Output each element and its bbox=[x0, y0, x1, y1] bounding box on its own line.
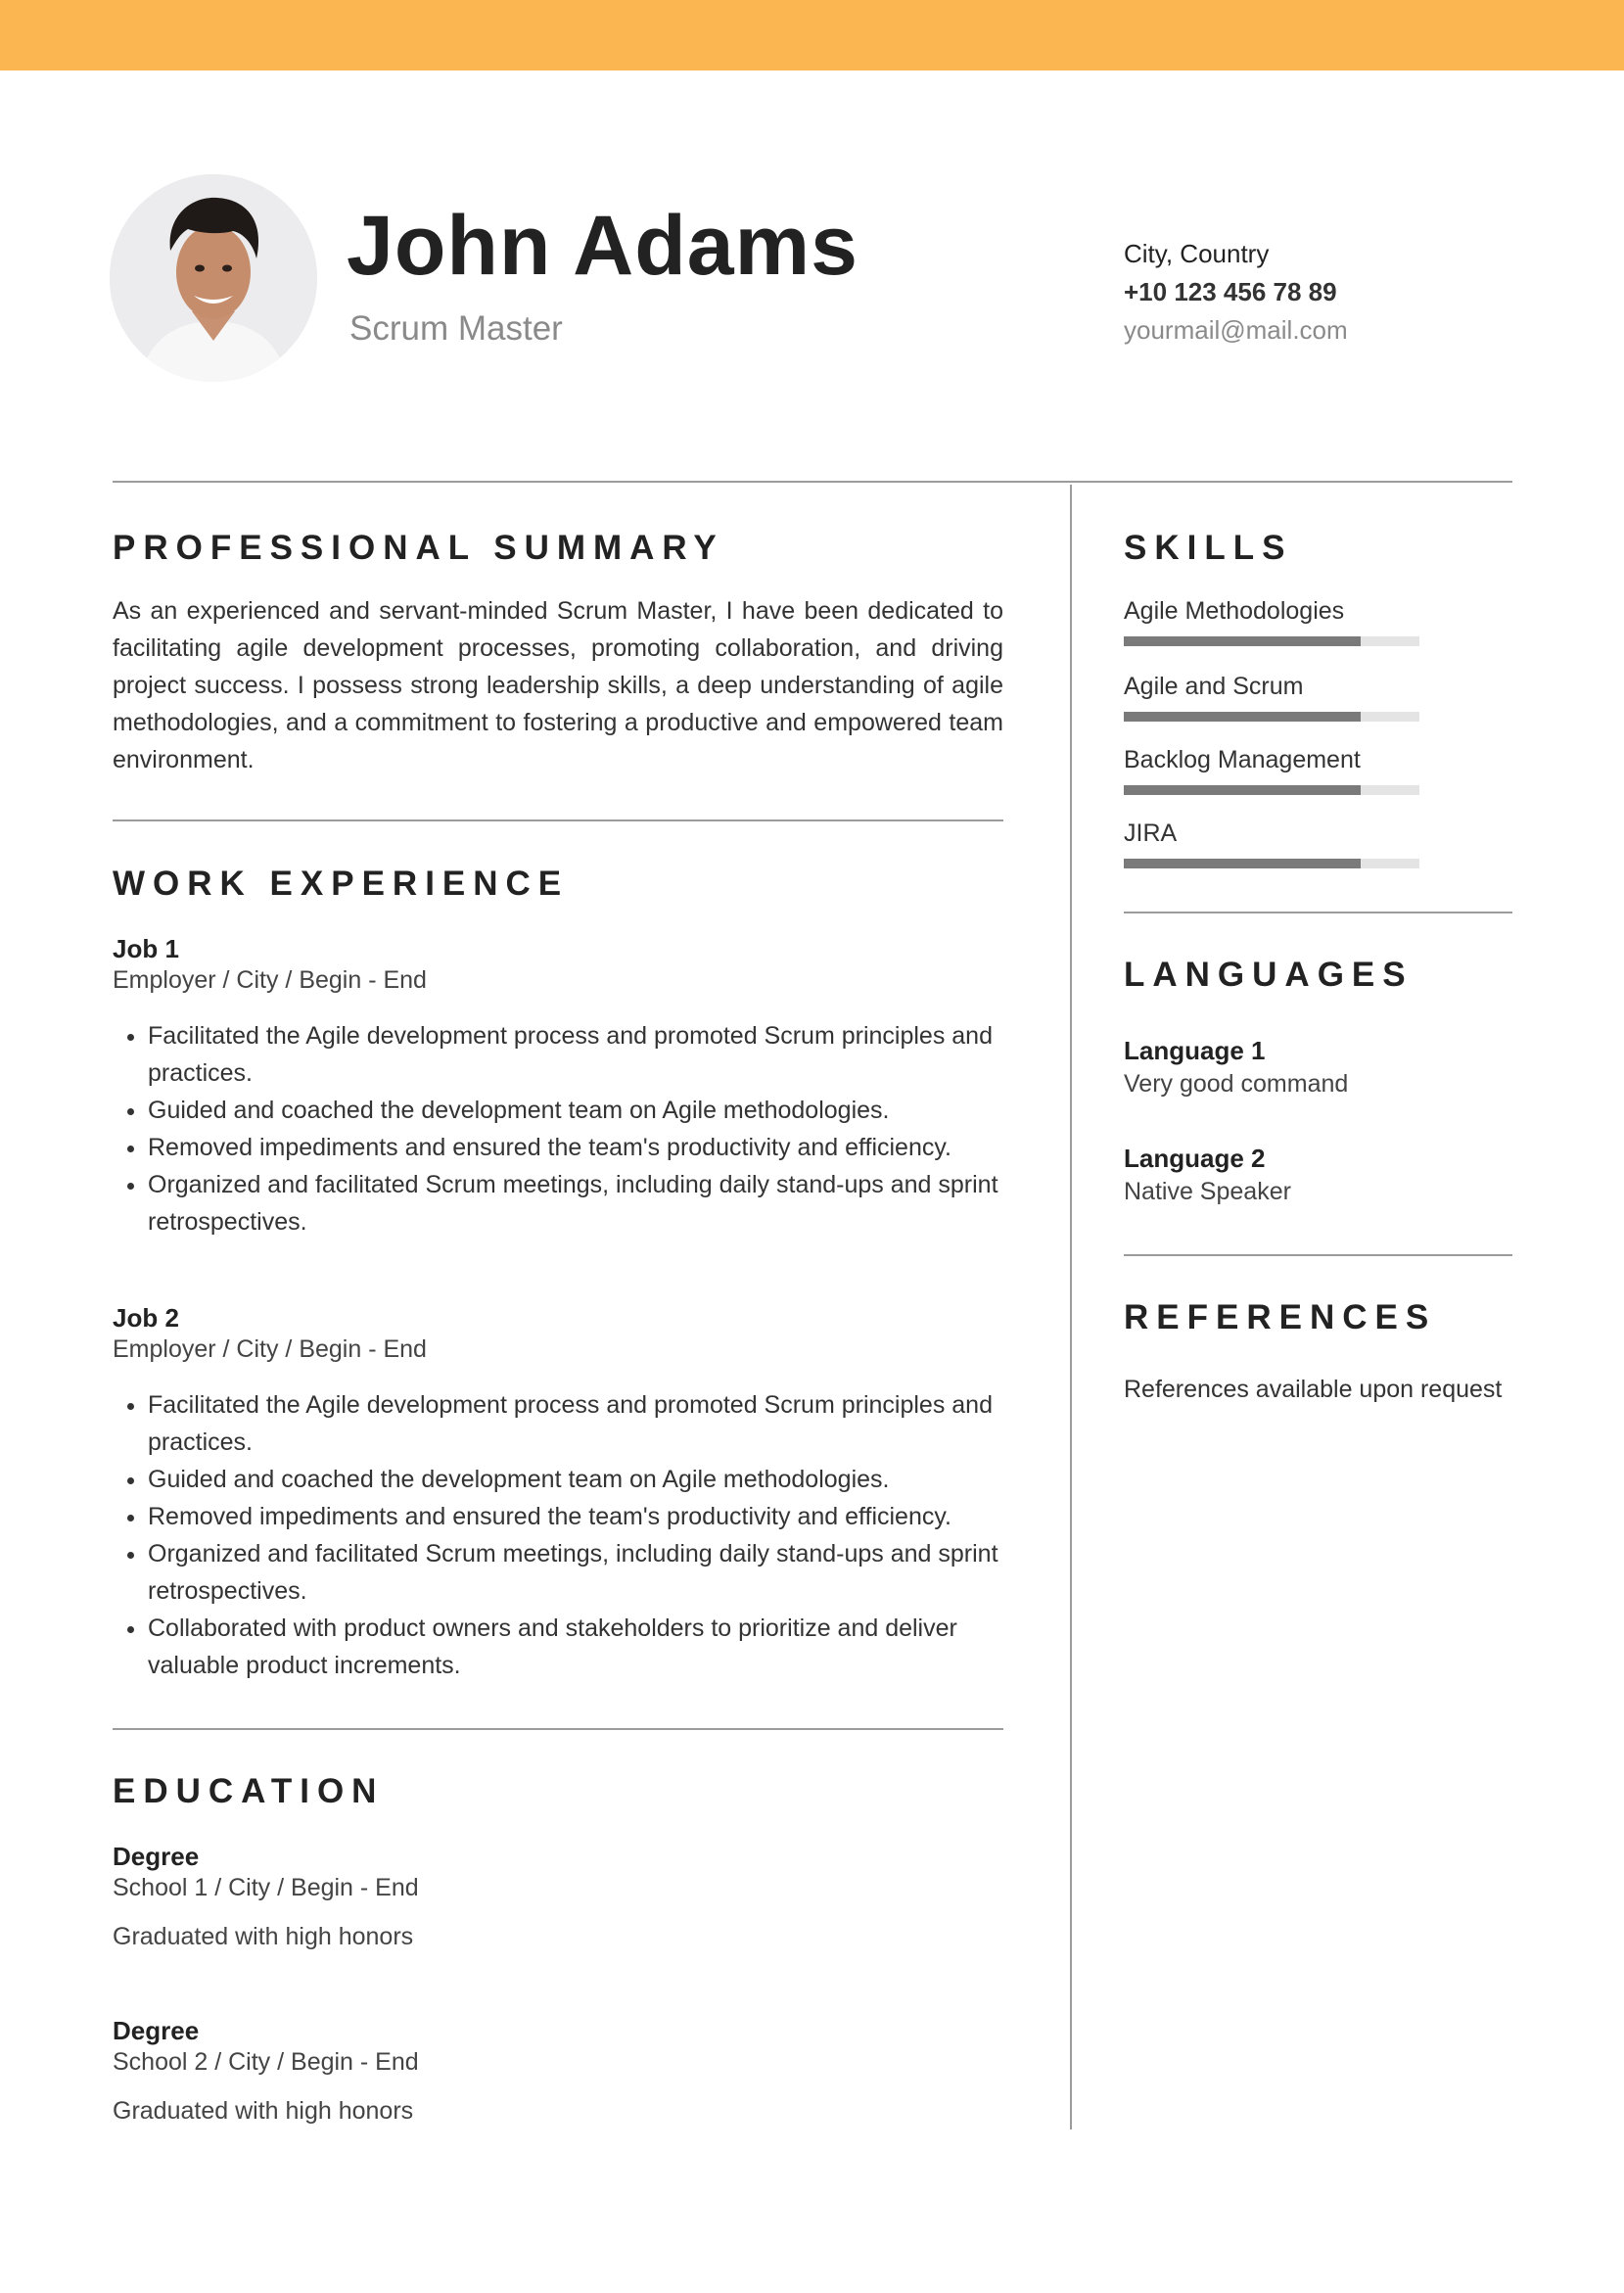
language-entry bbox=[1124, 1034, 1515, 1100]
skills-divider bbox=[1124, 912, 1512, 913]
skill-bar-fill bbox=[1124, 859, 1361, 868]
education-heading: EDUCATION bbox=[113, 1772, 385, 1810]
list-item: • Organized and facilitated Scrum meetings, including daily stand-ups and sprint retrospectives. bbox=[148, 1166, 1003, 1240]
list-item: • Removed impediments and ensured the team's productivity and efficiency. bbox=[148, 1129, 1003, 1166]
education-meta: School 1 / City / Begin - End bbox=[113, 1874, 419, 1901]
language-name: Language 2 bbox=[1124, 1144, 1266, 1173]
education-meta: School 2 / City / Begin - End bbox=[113, 2048, 419, 2076]
skill-label: Agile and Scrum bbox=[1124, 673, 1304, 700]
skill-bar-fill bbox=[1124, 636, 1361, 646]
list-item: • Organized and facilitated Scrum meetings, including daily stand-ups and sprint retrospectives. bbox=[148, 1535, 1003, 1610]
education-entry bbox=[113, 1841, 1003, 1952]
list-item: • Removed impediments and ensured the team's productivity and efficiency. bbox=[148, 1498, 1003, 1535]
language-level: Native Speaker bbox=[1124, 1178, 1291, 1205]
summary-divider bbox=[113, 819, 1003, 821]
avatar bbox=[110, 174, 317, 382]
job-entry bbox=[113, 1302, 1003, 1684]
education-degree: Degree bbox=[113, 1842, 200, 1871]
language-name: Language 1 bbox=[1124, 1036, 1266, 1065]
job-entry bbox=[113, 933, 1003, 1240]
contact-block bbox=[1124, 235, 1348, 350]
resume-header bbox=[0, 0, 1624, 450]
skill-item bbox=[1124, 744, 1515, 795]
education-note: Graduated with high honors bbox=[113, 2097, 414, 2125]
contact-city: City, Country bbox=[1124, 239, 1270, 268]
skill-label: Agile Methodologies bbox=[1124, 597, 1345, 625]
job-entry-title: Job 1 bbox=[113, 934, 179, 963]
job-entry-bullets bbox=[113, 1386, 1003, 1684]
job-entry-title: Job 2 bbox=[113, 1303, 179, 1333]
summary-text: As an experienced and servant-minded Scrum Master, I have been dedicated to facilitating agile development processes, promoting collaboration, and driving project success. I possess strong leadership skills, a deep understanding of agile methodologies, and a commitment to fostering a productive and empowered team environment. bbox=[113, 597, 1003, 773]
skill-bar-fill bbox=[1124, 785, 1361, 795]
skill-bar-track bbox=[1124, 636, 1419, 646]
languages-heading: LANGUAGES bbox=[1124, 956, 1414, 994]
job-entry-meta: Employer / City / Begin - End bbox=[113, 1335, 427, 1363]
language-entry bbox=[1124, 1142, 1515, 1208]
candidate-name: John Adams bbox=[347, 199, 858, 293]
references-heading: REFERENCES bbox=[1124, 1298, 1437, 1336]
skill-label: Backlog Management bbox=[1124, 746, 1361, 773]
skill-item bbox=[1124, 818, 1515, 868]
language-level: Very good command bbox=[1124, 1070, 1349, 1098]
skill-bar-track bbox=[1124, 859, 1419, 868]
column-divider bbox=[1070, 485, 1072, 2129]
experience-heading: WORK EXPERIENCE bbox=[113, 865, 570, 903]
languages-divider bbox=[1124, 1254, 1512, 1256]
contact-phone: +10 123 456 78 89 bbox=[1124, 277, 1337, 306]
list-item: • Guided and coached the development team on Agile methodologies. bbox=[148, 1461, 1003, 1498]
skill-label: JIRA bbox=[1124, 819, 1178, 847]
header-divider bbox=[113, 481, 1512, 483]
skills-heading: SKILLS bbox=[1124, 529, 1293, 567]
list-item: • Guided and coached the development team on Agile methodologies. bbox=[148, 1092, 1003, 1129]
education-entry bbox=[113, 2015, 1003, 2127]
contact-email: yourmail@mail.com bbox=[1124, 315, 1348, 345]
profile-photo bbox=[110, 174, 317, 382]
skill-bar-track bbox=[1124, 712, 1419, 722]
list-item: • Facilitated the Agile development process and promoted Scrum principles and practices. bbox=[148, 1386, 1003, 1461]
skill-item bbox=[1124, 595, 1515, 646]
references-text: References available upon request bbox=[1124, 1376, 1503, 1403]
job-entry-meta: Employer / City / Begin - End bbox=[113, 966, 427, 994]
education-degree: Degree bbox=[113, 2016, 200, 2045]
skill-bar-fill bbox=[1124, 712, 1361, 722]
education-note: Graduated with high honors bbox=[113, 1923, 414, 1950]
skill-item bbox=[1124, 671, 1515, 722]
job-entry-bullets bbox=[113, 1017, 1003, 1240]
skill-bar-track bbox=[1124, 785, 1419, 795]
job-title: Scrum Master bbox=[349, 309, 563, 348]
list-item: • Facilitated the Agile development process and promoted Scrum principles and practices. bbox=[148, 1017, 1003, 1092]
list-item: • Collaborated with product owners and stakeholders to prioritize and deliver valuable product increments. bbox=[148, 1610, 1003, 1684]
experience-divider bbox=[113, 1728, 1003, 1730]
summary-heading: PROFESSIONAL SUMMARY bbox=[113, 529, 724, 567]
